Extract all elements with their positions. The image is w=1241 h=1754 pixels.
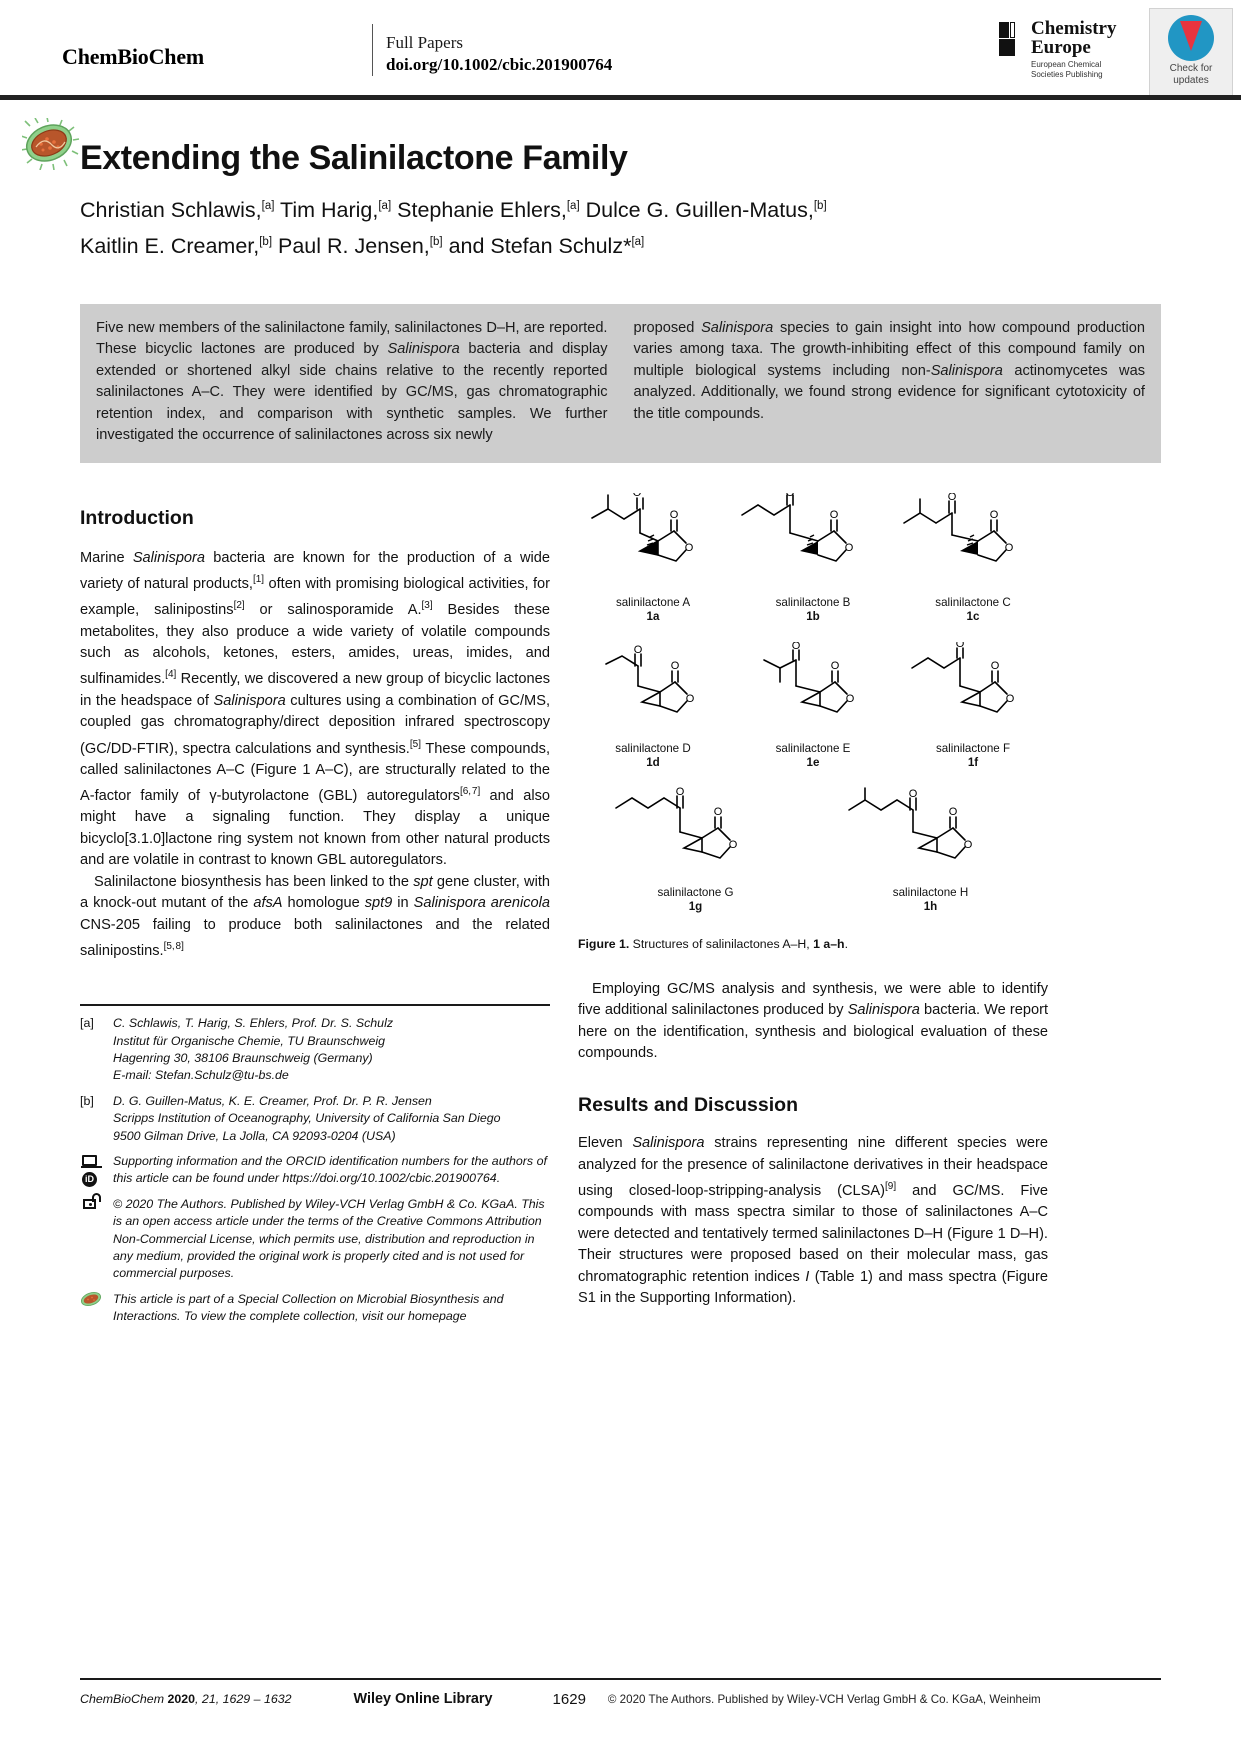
supporting-info-text[interactable]: Supporting information and the ORCID identification numbers for the authors of this article can be found under https://doi.org/10.1002/cbic.201900764.	[113, 1154, 547, 1186]
bacterium-small-icon	[80, 1291, 102, 1307]
special-collection-text[interactable]: This article is part of a Special Collection on Microbial Biosynthesis and Interactions. To view the complete collection, visit our homepage	[113, 1291, 504, 1324]
compound-number-1a: 1a	[646, 609, 660, 623]
compound-number-1d: 1d	[646, 755, 660, 769]
structure-cell-1d	[578, 642, 728, 770]
structure-cell-1h	[843, 786, 1018, 914]
affiliation-b-line-2: 9500 Gilman Drive, La Jolla, CA 92093-0204 (USA)	[113, 1128, 396, 1143]
logo-word-chemistry: Chemistry	[1031, 18, 1117, 39]
logo-subtitle-1: European Chemical	[1031, 60, 1102, 69]
svg-text:O: O	[830, 659, 840, 672]
footnote-block	[80, 1015, 550, 1326]
affiliation-a-line-0: C. Schlawis, T. Harig, S. Ehlers, Prof. Dr. S. Schulz	[113, 1016, 394, 1031]
footnote-license	[80, 1196, 550, 1283]
affiliation-b-line-1: Scripps Institution of Oceanography, University of California San Diego	[113, 1111, 501, 1126]
heading-results-and-discussion: Results and Discussion	[578, 1094, 798, 1117]
footnote-tag-a: [a]	[80, 1016, 94, 1031]
svg-text:O: O	[989, 508, 999, 521]
chemistry-europe-logo	[999, 20, 1149, 80]
footnote-affiliation-a	[80, 1015, 550, 1085]
compound-name-1c: salinilactone C	[935, 595, 1011, 609]
figure-row-2	[578, 642, 1048, 770]
compound-name-1d: salinilactone D	[615, 741, 691, 755]
abstract-column-left	[96, 318, 608, 447]
body-columns	[80, 493, 1161, 1334]
svg-text:O: O	[955, 641, 965, 650]
footnote-supporting-information	[80, 1153, 550, 1188]
affiliation-a-line-1: Institut für Organische Chemie, TU Braunschweig	[113, 1033, 386, 1048]
open-access-icon-wrap	[80, 1196, 106, 1213]
compound-number-1c: 1c	[966, 609, 980, 623]
structure-salinilactone-b	[738, 493, 888, 588]
abstract-text-left: Five new members of the salinilactone family, salinilactones D–H, are reported. These bicyclic lactones are produced by Sali​nispora bacteria and display extended or shortened alkyl side chains relative to the recently reported salinilactones A–C. They were identified by GC/MS, gas chromatographic retention index, and comparison with synthetic samples. We further investigated the occurrence of salinilactones across six newly	[96, 319, 608, 444]
svg-text:O: O	[844, 541, 854, 554]
svg-text:O: O	[963, 838, 973, 851]
supporting-info-icons	[80, 1153, 106, 1185]
crossmark-check-for-updates-button[interactable]	[1149, 8, 1233, 96]
paper-type-label: Full Papers	[386, 33, 463, 52]
figure-row-1	[578, 493, 1048, 624]
compound-name-1e: salinilactone E	[775, 741, 851, 755]
orcid-icon: iD	[82, 1172, 97, 1187]
svg-text:O: O	[1005, 692, 1015, 705]
footnote-tag-b: [b]	[80, 1093, 94, 1108]
journal-name: ChemBioChem	[62, 44, 205, 69]
structure-salinilactone-f	[898, 642, 1048, 734]
compound-name-1a: salinilactone A	[615, 595, 691, 609]
structure-salinilactone-c	[898, 493, 1048, 588]
column-right	[578, 493, 1048, 1334]
intro-paragraph-1: Marine Salinispora bacteria are known for the production of a wide variety of natural products,[1] often with promising biological activities, for example, salinipostins[2] or salinosporamide A.[3] Besides these metabolites, they also produce a wide variety of volatile compounds such as alcohols, ketones, esters, amides, ureas, imides, and sulfinamides.[4] Recently, we discovered a new group of bicyclic lactones in the headspace of Sali​nispora cultures using a combination of GC/MS, coupled gas chromatography/direct deposition infrared spectroscopy (GC/DD-FTIR), spectra calculations and synthesis.[5] These compounds, called salinilactones A–C (Figure 1 A–C), are structurally related to the A-factor family of γ-butyrolactone (GBL) autoregulators[6, 7] and also might have a signaling function. They display a unique bicyclo[3.1.0]lactone ring system not known from other natural products and are volatile in contrast to known GBL autoregulators.	[80, 549, 550, 869]
footer-divider	[80, 1678, 1161, 1680]
page-header	[0, 0, 1241, 100]
footnote-special-collection	[80, 1291, 550, 1326]
svg-text:O: O	[685, 692, 695, 705]
svg-text:O: O	[675, 785, 685, 798]
compound-number-1h: 1h	[923, 899, 938, 913]
figure-caption	[578, 936, 1048, 953]
chemistry-europe-mark-icon	[999, 22, 1023, 56]
affiliation-a-email[interactable]: E-mail: Stefan.Schulz@tu-bs.de	[113, 1068, 289, 1083]
crossmark-line-1: Check for	[1169, 63, 1213, 74]
figure-row-3	[578, 786, 1048, 914]
svg-text:O: O	[908, 787, 918, 800]
structure-salinilactone-a	[578, 493, 728, 588]
structure-cell-1b	[738, 493, 888, 624]
footer-copyright: © 2020 The Authors. Published by Wiley-VCH Verlag GmbH & Co. KGaA, Weinheim	[607, 1692, 1041, 1706]
header-divider	[372, 24, 373, 76]
abstract-text-right: proposed Salinispora species to gain insight into how compound production varies among taxa. The growth-inhibiting effect of this compound family on multiple biological systems including non-Salinispora actinomycetes was analyzed. Additionally, we found strong evidence for significant cytotoxicity of the title compounds.	[633, 319, 1146, 422]
affiliation-b-line-0: D. G. Guillen-Matus, K. E. Creamer, Prof. Dr. P. R. Jensen	[113, 1093, 432, 1108]
footnote-divider	[80, 1004, 550, 1006]
structure-salinilactone-h	[843, 786, 1018, 878]
crossmark-line-2: updates	[1173, 75, 1209, 86]
compound-number-1f: 1f	[967, 755, 979, 769]
svg-text:O: O	[669, 508, 679, 521]
monitor-icon	[82, 1155, 97, 1166]
results-paragraph-1: Eleven Salinispora strains representing nine different species were analyzed for the presence of salinilactone derivatives in their headspace using closed-loop-stripping-analysis (CLSA)[9] and GC/MS. Five compounds with mass spectra similar to those of salinilactones A–C were detected and tentatively termed salinilactones D–H (Figure 1 D–H). Their structures were proposed based on their molecular mass, gas chromatographic retention indices I (Table 1) and mass spectra (Figure S1 in the Supporting Information).	[578, 1135, 1048, 1307]
collection-icon-wrap	[80, 1291, 106, 1308]
author-line-1: Christian Schlawis,[a] Tim Harig,[a] Stephanie Ehlers,[a] Dulce G. Guillen-Matus,[b]	[80, 198, 827, 223]
footer-year: 2020	[167, 1692, 196, 1706]
svg-text:O: O	[947, 492, 957, 503]
structure-cell-1a	[578, 493, 728, 624]
compound-number-1e: 1e	[806, 755, 820, 769]
svg-text:O: O	[948, 805, 958, 818]
compound-name-1f: salinilactone F	[935, 741, 1011, 755]
compound-name-1h: salinilactone H	[892, 885, 969, 899]
svg-text:O: O	[633, 643, 643, 656]
author-line-2: Kaitlin E. Creamer,[b] Paul R. Jensen,[b] and Stefan Schulz*[a]	[80, 233, 645, 258]
svg-text:O: O	[684, 541, 694, 554]
svg-text:O: O	[670, 659, 680, 672]
structure-cell-1g	[608, 786, 783, 914]
svg-text:O: O	[632, 492, 642, 499]
figure-caption-text: Structures of salinilactones A–H, 1 a–h.	[629, 936, 848, 951]
footnote-affiliation-b	[80, 1093, 550, 1145]
svg-text:O: O	[829, 508, 839, 521]
abstract-column-right	[634, 318, 1146, 447]
compound-number-1b: 1b	[806, 609, 820, 623]
figure-1	[578, 493, 1048, 953]
structure-salinilactone-g	[608, 786, 783, 878]
column-left	[80, 493, 550, 1334]
svg-text:O: O	[990, 659, 1000, 672]
footer-citation: ChemBioChem 2020, 21, 1629 – 1632	[80, 1692, 292, 1706]
open-lock-icon	[83, 1199, 96, 1209]
bacterium-icon	[22, 118, 80, 170]
doi-link[interactable]: doi.org/10.1002/cbic.201900764	[386, 55, 613, 74]
author-list	[80, 191, 960, 261]
page-footer	[80, 1684, 1161, 1714]
svg-text:O: O	[791, 641, 801, 652]
footer-wiley-online-library[interactable]: Wiley Online Library	[353, 1691, 493, 1707]
structure-salinilactone-e	[738, 642, 888, 734]
svg-text:O: O	[845, 692, 855, 705]
logo-subtitle-2: Societies Publishing	[1031, 70, 1103, 79]
structure-cell-1e	[738, 642, 888, 770]
crossmark-icon	[1168, 15, 1214, 61]
footnote-body-b	[113, 1093, 550, 1145]
title-zone	[0, 100, 1241, 262]
license-text: © 2020 The Authors. Published by Wiley-VCH Verlag GmbH & Co. KGaA. This is an open access article under the terms of the Creative Commons Attribution Non-Commercial License, which permits use, distribution and reproduction in any medium, provided the original work is properly cited and is not used for commercial purposes.	[113, 1196, 545, 1281]
compound-name-1b: salinilactone B	[775, 595, 851, 609]
footnote-body-a	[113, 1015, 550, 1085]
figure-caption-label: Figure 1.	[578, 936, 630, 951]
affiliation-a-line-2: Hagenring 30, 38106 Braunschweig (Germany)	[113, 1050, 373, 1065]
footer-page-number: 1629	[552, 1690, 586, 1708]
abstract-box	[80, 304, 1161, 463]
svg-text:O: O	[728, 838, 738, 851]
structure-cell-1f	[898, 642, 1048, 770]
intro-paragraph-2: Salinilactone biosynthesis has been linked to the spt gene cluster, with a knock-out mutant of the afsA homologue spt9 in Salinispora arenicola CNS-205 failing to produce both salinilactones and the related salinipostins.[5, 8]	[80, 873, 551, 959]
compound-name-1g: salinilactone G	[657, 885, 734, 899]
svg-text:O: O	[785, 492, 795, 499]
page-title: Extending the Salinilactone Family	[80, 139, 628, 177]
heading-introduction: Introduction	[80, 506, 194, 529]
compound-number-1g: 1g	[688, 899, 703, 913]
svg-text:O: O	[713, 805, 723, 818]
logo-word-europe: Europe	[1031, 37, 1091, 58]
structure-cell-1c	[898, 493, 1048, 624]
svg-text:O: O	[1004, 541, 1014, 554]
right-paragraph-1: Employing GC/MS analysis and synthesis, we were able to identify five additional salinilactones produced by Salinispora bacteria. We report here on the identification, synthesis and biological evaluation of these compounds.	[578, 980, 1049, 1061]
structure-salinilactone-d	[578, 642, 728, 734]
